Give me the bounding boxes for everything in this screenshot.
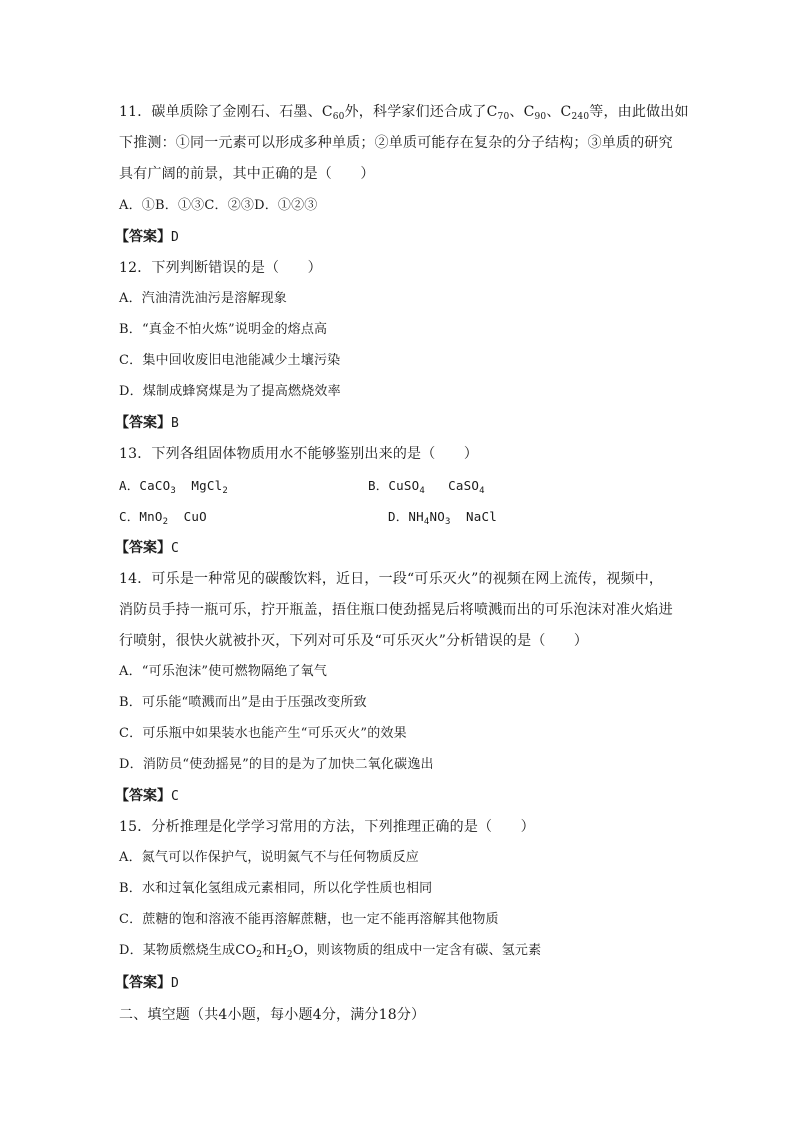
answer-value: D — [171, 976, 179, 991]
q12-option-d: D．煤制成蜂窝煤是为了提高燃烧效率 — [119, 384, 341, 399]
option-text: NO — [429, 509, 445, 524]
q14-line2: 消防员手持一瓶可乐，拧开瓶盖，捂住瓶口使劲摇晃后将喷溅而出的可乐泡沫对准火焰进 — [119, 602, 673, 618]
option-text: O，则该物质的组成中一定含有碳、氢元素 — [292, 943, 542, 958]
q13-stem: 13．下列各组固体物质用水不能够鉴别出来的是（ ） — [119, 446, 479, 462]
q11-text: 、C — [546, 104, 572, 120]
q11-line2: 下推测：①同一元素可以形成多种单质；②单质可能存在复杂的分子结构；③单质的研究 — [119, 135, 673, 151]
q13-option-d — [388, 507, 497, 527]
q11-text: 等，由此做出如 — [589, 104, 689, 120]
q13-option-a — [119, 476, 228, 496]
q14-answer — [115, 786, 179, 807]
answer-label: 【答案】 — [115, 788, 171, 804]
subscript: 60 — [332, 112, 345, 122]
q14-line1: 14．可乐是一种常见的碳酸饮料，近日，一段“可乐灭火”的视频在网上流传，视频中， — [119, 571, 664, 587]
subscript: 2 — [162, 517, 169, 527]
q13-answer — [115, 538, 179, 559]
q13-option-c — [119, 507, 207, 527]
answer-label: 【答案】 — [115, 229, 171, 245]
q11-text: 、C — [509, 104, 535, 120]
subscript: 70 — [497, 112, 510, 122]
answer-value: D — [171, 230, 179, 245]
subscript: 2 — [222, 486, 228, 496]
q12-option-a: A．汽油清洗油污是溶解现象 — [119, 291, 287, 306]
subscript: 3 — [170, 486, 176, 496]
option-text: B．CuSO — [368, 478, 420, 493]
q11-line1 — [119, 102, 689, 122]
subscript: 4 — [423, 517, 430, 527]
q12-option-c: C．集中回收废旧电池能减少土壤污染 — [119, 353, 341, 368]
q11-text: 11．碳单质除了金刚石、石墨、C — [119, 104, 333, 120]
subscript: 2 — [256, 950, 263, 960]
subscript: 2 — [286, 950, 293, 960]
option-text: D．某物质燃烧生成CO — [119, 943, 257, 958]
q15-option-d — [119, 941, 541, 961]
answer-label: 【答案】 — [115, 540, 171, 556]
section-heading: 二、填空题（共4小题，每小题4分，满分18分） — [119, 1007, 426, 1023]
q11-text: 外，科学家们还合成了C — [344, 104, 498, 120]
option-text: CuO — [168, 509, 207, 524]
option-text: NaCl — [450, 509, 497, 524]
answer-value: C — [171, 789, 179, 804]
q15-answer — [115, 973, 179, 994]
q15-option-a: A．氮气可以作保护气，说明氮气不与任何物质反应 — [119, 850, 419, 865]
q14-option-b: B．可乐能“喷溅而出”是由于压强改变所致 — [119, 695, 367, 710]
q12-option-b: B．“真金不怕火炼”说明金的熔点高 — [119, 322, 328, 337]
q14-option-a: A．“可乐泡沫”使可燃物隔绝了氧气 — [119, 664, 328, 679]
q11-answer — [115, 227, 179, 248]
answer-value: B — [171, 416, 179, 431]
option-text: 和H — [262, 943, 287, 958]
option-text: A．CaCO — [119, 478, 171, 493]
option-text: D．NH — [388, 509, 424, 524]
q11-options: A．①B．①③C．②③D．①②③ — [119, 198, 318, 213]
q14-option-d: D．消防员“使劲摇晃”的目的是为了加快二氧化碳逸出 — [119, 757, 434, 772]
q14-option-c: C．可乐瓶中如果装水也能产生“可乐灭火”的效果 — [119, 726, 407, 741]
option-text: MgCl — [175, 478, 223, 493]
subscript: 90 — [534, 112, 547, 122]
q12-answer — [115, 413, 179, 434]
q13-option-b — [368, 476, 485, 496]
answer-value: C — [171, 541, 179, 556]
option-text: C．MnO — [119, 509, 163, 524]
subscript: 3 — [444, 517, 451, 527]
subscript: 4 — [479, 486, 485, 496]
q14-line3: 行喷射，很快火就被扑灭，下列对可乐及“可乐灭火”分析错误的是（ ） — [119, 633, 589, 649]
q15-stem: 15．分析推理是化学学习常用的方法，下列推理正确的是（ ） — [119, 819, 535, 835]
q15-option-b: B．水和过氧化氢组成元素相同，所以化学性质也相同 — [119, 881, 433, 896]
subscript: 4 — [419, 486, 425, 496]
answer-label: 【答案】 — [115, 415, 171, 431]
q11-line3: 具有广阔的前景，其中正确的是（ ） — [119, 166, 375, 182]
q15-option-c: C．蔗糖的饱和溶液不能再溶解蔗糖，也一定不能再溶解其他物质 — [119, 912, 499, 927]
answer-label: 【答案】 — [115, 975, 171, 991]
option-text: CaSO — [424, 478, 480, 493]
q12-stem: 12．下列判断错误的是（ ） — [119, 260, 322, 276]
subscript: 240 — [571, 112, 590, 122]
